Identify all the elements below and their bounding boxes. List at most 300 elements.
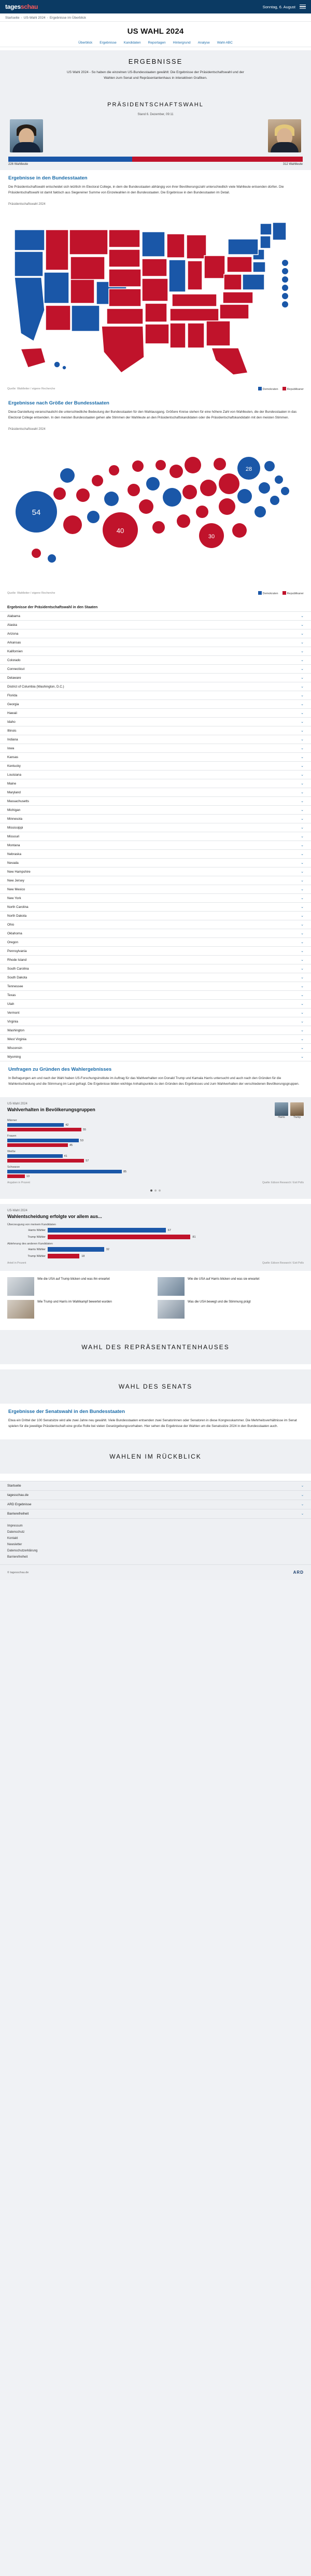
chevron-down-icon[interactable]: ⌄ — [301, 932, 304, 936]
chevron-down-icon[interactable]: ⌄ — [301, 782, 304, 786]
state-accordion-item[interactable] — [0, 929, 311, 938]
teaser-grid[interactable] — [0, 1271, 311, 1325]
state-name: New Mexico — [7, 887, 25, 891]
chart-card-demographics — [0, 1097, 311, 1199]
teaser-thumbnail — [7, 1277, 34, 1296]
state-name: Idaho — [7, 720, 16, 724]
state-accordion-item[interactable] — [0, 806, 311, 815]
cartogram-footer — [0, 590, 311, 599]
cartogram-subhead: Präsidentschaftswahl 2024 — [8, 428, 46, 431]
state-accordion-item[interactable] — [0, 718, 311, 726]
state-accordion-item[interactable] — [0, 612, 311, 621]
state-accordion-item[interactable] — [0, 788, 311, 797]
hamburger-icon[interactable] — [300, 5, 306, 9]
chart2-foot — [7, 1262, 304, 1265]
chart2-bar — [48, 1228, 166, 1233]
state-accordion-item[interactable] — [0, 991, 311, 1000]
state-accordion-item[interactable] — [0, 682, 311, 691]
chart-card-motivation — [0, 1204, 311, 1271]
state-name: Florida — [7, 693, 18, 697]
chevron-down-icon[interactable]: ⌄ — [301, 861, 304, 865]
state-name: Kalifornien — [7, 649, 23, 653]
chevron-down-icon[interactable]: ⌄ — [301, 703, 304, 707]
chevron-down-icon[interactable]: ⌄ — [301, 826, 304, 830]
footer-section-item[interactable] — [0, 1491, 311, 1500]
senate-band-title: WAHL DES SENATS — [118, 1383, 193, 1391]
state-accordion-item[interactable] — [0, 674, 311, 682]
chart1-value: 57 — [86, 1159, 89, 1163]
subnav-item-1[interactable]: Ergebnisse — [100, 41, 117, 45]
status-date: Sonntag, 6. August — [262, 4, 295, 9]
chart2-value: 67 — [167, 1228, 171, 1232]
chevron-down-icon[interactable]: ⌄ — [301, 844, 304, 848]
state-accordion-item[interactable] — [0, 823, 311, 832]
sub-navigation[interactable] — [0, 40, 311, 47]
chevron-down-icon[interactable]: ⌄ — [301, 650, 304, 654]
state-name: Arizona — [7, 632, 19, 636]
chart2-bar — [48, 1235, 190, 1239]
us-map-svg[interactable] — [5, 209, 306, 385]
chevron-down-icon[interactable]: ⌄ — [301, 1038, 304, 1042]
chevron-down-icon[interactable]: ⌄ — [301, 694, 304, 698]
cartogram-legend — [258, 591, 304, 595]
footer-link[interactable]: Barrierefreiheit — [7, 1556, 28, 1559]
map-text-block — [0, 170, 311, 201]
state-accordion-item[interactable] — [0, 964, 311, 973]
state-name: Oklahoma — [7, 931, 22, 935]
chart2-group1 — [7, 1228, 304, 1239]
chart1-bar-row — [7, 1123, 304, 1127]
chevron-down-icon[interactable]: ⌄ — [301, 967, 304, 971]
state-name: Kansas — [7, 755, 19, 759]
svg-text:28: 28 — [245, 466, 252, 473]
chevron-down-icon[interactable]: ⌄ — [301, 993, 304, 998]
chevron-down-icon[interactable]: ⌄ — [301, 835, 304, 839]
cartogram-title: Ergebnisse nach Größe der Bundesstaaten — [8, 400, 109, 407]
state-accordion-item[interactable] — [0, 771, 311, 779]
chevron-down-icon[interactable]: ⌄ — [301, 1020, 304, 1024]
map-section-text: Die Präsidentschaftswahl entscheidet sich letztlich im Electoral College, in dem die Bundesstaaten abhängig von ihrer Bevölkerungszahl unterschiedlich viele Wahlleute entsenden dürfen. Die Präsidentschaftswahl ist damit faktisch aus Siegereiner Summe von Einzelwahlen in den Bundesstaaten. Die Ergebnisse in den Bundesstaaten im Detail. — [8, 185, 284, 195]
chevron-down-icon[interactable]: ⌄ — [301, 941, 304, 945]
chevron-down-icon[interactable]: ⌄ — [301, 870, 304, 874]
chevron-down-icon[interactable]: ⌄ — [301, 747, 304, 751]
chart2-category: Harris Wähler — [28, 1228, 46, 1232]
us-map[interactable] — [0, 207, 311, 385]
state-name: Michigan — [7, 808, 21, 812]
state-name: Massachusetts — [7, 799, 29, 803]
map-footer — [0, 385, 311, 395]
state-name: New Jersey — [7, 878, 24, 883]
state-name: Nebraska — [7, 852, 21, 856]
state-accordion-item[interactable] — [0, 982, 311, 991]
state-name: Vermont — [7, 1011, 20, 1015]
state-name: Texas — [7, 993, 16, 997]
state-name: Colorado — [7, 658, 21, 662]
chevron-down-icon[interactable]: ⌄ — [301, 1046, 304, 1051]
state-accordion-item[interactable] — [0, 1026, 311, 1035]
state-name: Connecticut — [7, 667, 25, 671]
chevron-down-icon[interactable]: ⌄ — [301, 711, 304, 716]
chart1-bar-row — [7, 1128, 304, 1131]
svg-text:40: 40 — [116, 527, 124, 535]
footer-link[interactable]: Newsletter — [7, 1543, 22, 1547]
chevron-down-icon[interactable]: ⌄ — [301, 1503, 304, 1507]
chevron-down-icon[interactable]: ⌄ — [301, 1055, 304, 1059]
chart1-group-label: Weiße — [7, 1150, 16, 1154]
subnav-item-5[interactable]: Analyse — [197, 41, 210, 45]
chart1-head — [7, 1102, 304, 1119]
footer-link[interactable]: Impressum — [7, 1524, 23, 1528]
duel-row — [0, 119, 311, 152]
state-name: Alaska — [7, 623, 17, 627]
state-accordion-item[interactable] — [0, 920, 311, 929]
state-name: New York — [7, 896, 21, 900]
polls-text-block — [0, 1061, 311, 1092]
polls-lead: In Befragungen am und nach der Wahl haben US-Forschungsinstitute im Auftrag für das Wahlverhalten von Donald Trump und Kamala Harris untersucht und auch nach den Gründen für die Wahlentscheidung und die Stimmung im Land gefragt. Die Ergebnisse bilden wichtige Anhaltspunkte zu den Gründen des Ergebnisses und zum Wahlverhalten der verschiedenen Bevölkerungsgruppen. — [8, 1076, 300, 1086]
state-accordion-item[interactable] — [0, 1053, 311, 1061]
chart2-category: Trump Wähler — [27, 1254, 46, 1258]
teaser-thumbnail — [158, 1277, 185, 1296]
chevron-down-icon[interactable]: ⌄ — [301, 720, 304, 724]
chart1-bar-trump — [7, 1159, 84, 1163]
mini-harris: Harris — [275, 1102, 288, 1119]
chart1-group — [7, 1119, 304, 1131]
chevron-down-icon[interactable]: ⌄ — [301, 755, 304, 760]
legend-dem: Demokraten — [258, 387, 278, 391]
state-accordion-item[interactable] — [0, 762, 311, 771]
chevron-down-icon[interactable]: ⌄ — [301, 1484, 304, 1488]
chart1-bar-row — [7, 1174, 304, 1178]
us-cartogram[interactable] — [0, 432, 311, 590]
state-accordion-item[interactable] — [0, 735, 311, 744]
svg-text:30: 30 — [208, 534, 215, 540]
chart1-bar-harris — [7, 1154, 63, 1158]
chart2-bar-row — [7, 1247, 304, 1252]
chart2-value: 18 — [81, 1254, 85, 1258]
state-accordion-item[interactable] — [0, 621, 311, 629]
chevron-down-icon[interactable]: ⌄ — [301, 641, 304, 645]
chevron-down-icon[interactable]: ⌄ — [301, 958, 304, 962]
state-accordion-item[interactable] — [0, 647, 311, 656]
teaser-item[interactable] — [158, 1300, 304, 1319]
cartogram-source: Quelle: Wahlleiter / eigene Recherche — [7, 592, 55, 595]
svg-text:54: 54 — [32, 508, 41, 517]
teaser-headline[interactable]: Was die USA bewegt und die Stimmung prägt — [188, 1300, 251, 1304]
state-name: Virginia — [7, 1019, 18, 1024]
results-heading: ERGEBNISSE — [128, 58, 183, 65]
subnav-item-6[interactable]: Wahl-ABC — [217, 41, 233, 45]
state-name: Kentucky — [7, 764, 21, 768]
state-name: Maryland — [7, 790, 21, 794]
chart1-bar-row — [7, 1139, 304, 1142]
chevron-down-icon[interactable]: ⌄ — [301, 985, 304, 989]
chevron-down-icon[interactable]: ⌄ — [301, 676, 304, 680]
duel-heading: PRÄSIDENTSCHAFTSWAHL — [107, 102, 204, 108]
cartogram-text-block — [0, 395, 311, 426]
polls-heading: Umfragen zu Gründen des Wahlergebnisses — [8, 1067, 112, 1073]
page-title: US WAHL 2024 — [127, 27, 184, 36]
state-accordion-item[interactable] — [0, 841, 311, 850]
senate-text-block — [0, 1404, 311, 1434]
chart1-value: 42 — [65, 1123, 69, 1127]
chart1-group — [7, 1135, 304, 1147]
history-band-title: WAHLEN IM RÜCKBLICK — [109, 1453, 202, 1461]
state-accordion-item[interactable] — [0, 815, 311, 823]
state-accordion-item[interactable] — [0, 938, 311, 947]
chevron-down-icon[interactable]: ⌄ — [301, 764, 304, 768]
mini-trump: Trump — [290, 1102, 304, 1119]
state-name: West Virginia — [7, 1037, 26, 1041]
state-name: Washington — [7, 1028, 25, 1032]
chart1-bar-row — [7, 1159, 304, 1163]
chart1-value: 85 — [123, 1170, 127, 1173]
chart2-category: Harris Wähler — [28, 1248, 46, 1251]
state-name: Montana — [7, 843, 20, 847]
harris-electors-label: 226 Wahlleute — [8, 163, 29, 166]
chart1-bar-trump — [7, 1143, 68, 1147]
state-name: Rhode Island — [7, 958, 27, 962]
subnav-item-4[interactable]: Hintergrund — [173, 41, 191, 45]
state-name: Minnesota — [7, 817, 23, 821]
state-accordion-item[interactable] — [0, 753, 311, 762]
state-name: New Hampshire — [7, 870, 31, 874]
us-cartogram-svg[interactable] — [5, 434, 306, 590]
chart1-foot — [7, 1181, 304, 1184]
teaser-headline[interactable]: Wie die USA auf Harris blicken und was sie erwartet — [188, 1278, 260, 1281]
chart1-body — [7, 1119, 304, 1178]
state-accordion-item[interactable] — [0, 665, 311, 674]
breadcrumb[interactable]: Startseite › US-Wahl 2024 › Ergebnisse im Überblick — [0, 13, 311, 22]
chevron-down-icon[interactable]: ⌄ — [301, 888, 304, 892]
chart1-candidates — [275, 1102, 304, 1119]
state-name: South Carolina — [7, 967, 29, 971]
chart1-pager[interactable] — [7, 1187, 304, 1193]
state-accordion-item[interactable] — [0, 867, 311, 876]
chart2-group1-label: Überzeugung von meinem Kandidaten — [7, 1223, 56, 1227]
state-name: Utah — [7, 1002, 15, 1006]
brand[interactable] — [5, 3, 38, 10]
state-accordion-item[interactable] — [0, 797, 311, 806]
senate-text-title: Ergebnisse der Senatswahl in den Bundesstaaten — [8, 1409, 125, 1415]
chart1-source: Quelle: Edison Research / Exit Polls — [262, 1181, 304, 1185]
state-accordion-item[interactable] — [0, 885, 311, 894]
top-bar — [0, 0, 311, 13]
chevron-down-icon[interactable]: ⌄ — [301, 729, 304, 733]
chevron-down-icon[interactable]: ⌄ — [301, 1002, 304, 1006]
state-accordion-item[interactable] — [0, 744, 311, 753]
footer-section-item[interactable] — [0, 1509, 311, 1519]
duel-subtitle: Stand 6. Dezember, 09:11 — [137, 113, 174, 117]
state-accordion-item[interactable] — [0, 638, 311, 647]
teaser-thumbnail — [7, 1300, 34, 1319]
chevron-down-icon[interactable]: ⌄ — [301, 738, 304, 742]
footer — [0, 1481, 311, 1580]
chart1-value: 45 — [69, 1143, 73, 1147]
chart2-kicker: US-Wahl 2024 — [7, 1209, 27, 1213]
chevron-down-icon[interactable]: ⌄ — [301, 773, 304, 777]
subnav-item-0[interactable]: Überblick — [78, 41, 93, 45]
chart2-category: Trump Wähler — [27, 1235, 46, 1239]
trump-portrait — [268, 119, 301, 152]
state-name: Oregon — [7, 940, 19, 944]
senate-band — [0, 1369, 311, 1404]
chevron-down-icon[interactable]: ⌄ — [301, 879, 304, 883]
chevron-down-icon[interactable]: ⌄ — [301, 923, 304, 927]
chevron-down-icon[interactable]: ⌄ — [301, 1493, 304, 1497]
electoral-bar — [8, 157, 303, 170]
electoral-bar-dem — [8, 157, 132, 162]
teaser-headline[interactable]: Wie Trump und Harris im Wahlkampf bewertet wurden — [37, 1300, 112, 1304]
state-accordion-item[interactable] — [0, 656, 311, 665]
chart2-bar-row — [7, 1228, 304, 1233]
house-band — [0, 1330, 311, 1364]
state-name: South Dakota — [7, 975, 27, 979]
chevron-down-icon[interactable]: ⌄ — [301, 1011, 304, 1015]
chevron-down-icon[interactable]: ⌄ — [301, 632, 304, 636]
footer-section-item[interactable] — [0, 1481, 311, 1491]
state-name: North Carolina — [7, 905, 29, 909]
chart2-value: 81 — [192, 1235, 196, 1239]
state-accordion-item[interactable] — [0, 850, 311, 859]
state-accordion-item[interactable] — [0, 859, 311, 867]
chevron-down-icon[interactable]: ⌄ — [301, 897, 304, 901]
state-name: District of Columbia (Washington, D.C.) — [7, 684, 64, 689]
state-accordion-item[interactable] — [0, 726, 311, 735]
chart2-bar-row — [7, 1235, 304, 1239]
state-accordion-item[interactable] — [0, 956, 311, 964]
state-accordion-item[interactable] — [0, 1000, 311, 1009]
chevron-down-icon[interactable]: ⌄ — [301, 976, 304, 980]
state-name: Hawaii — [7, 711, 17, 715]
map-source: Quelle: Wahlleiter / eigene Recherche — [7, 387, 55, 391]
chevron-down-icon[interactable]: ⌄ — [301, 667, 304, 671]
chart1-group-label: Frauen — [7, 1135, 17, 1138]
state-accordion-item[interactable] — [0, 1044, 311, 1053]
state-accordion-item[interactable] — [0, 1017, 311, 1026]
chevron-down-icon[interactable]: ⌄ — [301, 659, 304, 663]
chart2-xlabel: Anteil in Prozent — [7, 1262, 26, 1265]
chevron-down-icon[interactable]: ⌄ — [301, 852, 304, 857]
footer-link[interactable]: Kontakt — [7, 1537, 18, 1541]
footer-links[interactable] — [0, 1519, 311, 1564]
state-name: Pennsylvania — [7, 949, 27, 953]
state-accordion-item[interactable] — [0, 1009, 311, 1017]
chevron-down-icon[interactable]: ⌄ — [301, 905, 304, 909]
state-name: Alabama — [7, 614, 20, 618]
chart2-bar — [48, 1254, 79, 1258]
breadcrumb-item-0[interactable]: Startseite — [5, 16, 20, 20]
footer-link[interactable]: Datenschutzerklärung — [7, 1549, 38, 1553]
state-accordion-item[interactable] — [0, 779, 311, 788]
chevron-down-icon[interactable]: ⌄ — [301, 623, 304, 627]
chevron-down-icon[interactable]: ⌄ — [301, 1029, 304, 1033]
state-accordion-item[interactable] — [0, 832, 311, 841]
footer-section-item[interactable] — [0, 1500, 311, 1509]
state-accordion-item[interactable] — [0, 894, 311, 903]
state-accordion-item[interactable] — [0, 709, 311, 718]
legend-rep-2: Republikaner — [282, 591, 304, 595]
chart1-bar-row — [7, 1154, 304, 1158]
chevron-down-icon[interactable]: ⌄ — [301, 817, 304, 821]
teaser-item[interactable] — [7, 1300, 153, 1319]
chevron-down-icon[interactable]: ⌄ — [301, 808, 304, 813]
footer-bottom — [0, 1564, 311, 1580]
state-accordion-item[interactable] — [0, 912, 311, 920]
footer-sections[interactable] — [0, 1481, 311, 1519]
state-name: Tennessee — [7, 984, 23, 988]
state-accordion-item[interactable] — [0, 947, 311, 956]
footer-section-label: Startseite — [7, 1484, 21, 1488]
chart2-bar-row — [7, 1254, 304, 1258]
footer-section-label: ARD Ergebnisse — [7, 1503, 32, 1507]
breadcrumb-item-1[interactable]: US-Wahl 2024 — [23, 16, 46, 20]
harris-portrait — [10, 119, 43, 152]
subnav-item-2[interactable]: Kandidaten — [123, 41, 141, 45]
state-accordion-item[interactable] — [0, 973, 311, 982]
teaser-item[interactable] — [158, 1277, 304, 1296]
state-accordion-item[interactable] — [0, 1035, 311, 1044]
candidate-harris — [8, 119, 45, 152]
state-name: Mississippi — [7, 825, 23, 830]
map-section-title: Ergebnisse in den Bundesstaaten — [8, 175, 88, 181]
chart1-bar-trump — [7, 1128, 81, 1131]
footer-section-label: tagesschau.de — [7, 1493, 29, 1497]
state-accordion-item[interactable] — [0, 903, 311, 912]
teaser-thumbnail — [158, 1300, 185, 1319]
state-name: Missouri — [7, 834, 20, 838]
trump-electors-label: 312 Wahlleute — [282, 163, 303, 166]
chart1-bar-harris — [7, 1139, 79, 1142]
chart1-kicker: US-Wahl 2024 — [7, 1102, 27, 1106]
footer-copyright: © tagesschau.de — [7, 1571, 29, 1574]
chevron-down-icon[interactable]: ⌄ — [301, 949, 304, 954]
chart2-bar — [48, 1247, 104, 1252]
chevron-down-icon[interactable]: ⌄ — [301, 914, 304, 918]
map-subhead: Präsidentschaftswahl 2024 — [8, 203, 46, 206]
chart1-bar-row — [7, 1143, 304, 1147]
state-name: Arkansas — [7, 640, 21, 645]
senate-text-body: Etwa ein Drittel der 100 Senatsitze wird alle zwei Jahre neu gewählt. Viele Bundesstaaten entsenden zwei Senatorinnen oder Senatoren in diese Kongresskammer. Die Mehrheitsverhältnisse im Senat spielen für die jeweilige Präsidentschaft eine große Rolle bei vielen Gesetzgebungsvorhaben. Hier sehen die Ergebnisse der Wahlen um die Senatssitze 2024 in den Bundesstaaten auch. — [8, 1419, 297, 1429]
ard-logo: ARD — [293, 1570, 304, 1575]
breadcrumb-item-2[interactable]: Ergebnisse im Überblick — [49, 16, 86, 20]
chart2-group2-label: Ablehnung des anderen Kandidaten — [7, 1242, 53, 1246]
chart1-value: 53 — [80, 1139, 83, 1142]
cartogram-text: Diese Darstellung veranschaulicht die unterschiedliche Bedeutung der Bundesstaaten für den Wahlausgang. Größere Kreise stehen für eine höhere Zahl von Wahlleuten, die der Bundesstaaten in das Electoral College entsenden. In den meisten Bundesstaaten gehen alle Stimmen der Wahlleute an den Präsidentschaftskandidaten oder die Präsidentschaftskandidatin mit den meisten Stimmen. — [8, 410, 297, 420]
chevron-down-icon[interactable]: ⌄ — [301, 614, 304, 619]
chevron-down-icon[interactable]: ⌄ — [301, 800, 304, 804]
chart1-group-label: Schwarze — [7, 1166, 20, 1169]
states-accordion[interactable] — [0, 611, 311, 1061]
teaser-headline[interactable]: Wie die USA auf Trump blicken und was ihn erwartet — [37, 1278, 110, 1281]
chevron-down-icon[interactable]: ⌄ — [301, 791, 304, 795]
chevron-down-icon[interactable]: ⌄ — [301, 685, 304, 689]
subnav-item-3[interactable]: Reportagen — [148, 41, 166, 45]
chart1-group — [7, 1150, 304, 1163]
state-accordion-item[interactable] — [0, 876, 311, 885]
footer-link[interactable]: Datenschutz — [7, 1531, 25, 1534]
state-accordion-item[interactable] — [0, 700, 311, 709]
chart2-title: Wahlentscheidung erfolgte vor allem aus... — [7, 1214, 102, 1220]
chart1-bar-harris — [7, 1170, 122, 1173]
state-accordion-item[interactable] — [0, 629, 311, 638]
logo-first: tages — [5, 3, 21, 10]
chart1-bar-harris — [7, 1123, 64, 1127]
state-accordion-item[interactable] — [0, 691, 311, 700]
teaser-item[interactable] — [7, 1277, 153, 1296]
chart1-value: 41 — [64, 1154, 67, 1158]
logo[interactable] — [5, 3, 38, 10]
chevron-down-icon[interactable]: ⌄ — [301, 1512, 304, 1516]
